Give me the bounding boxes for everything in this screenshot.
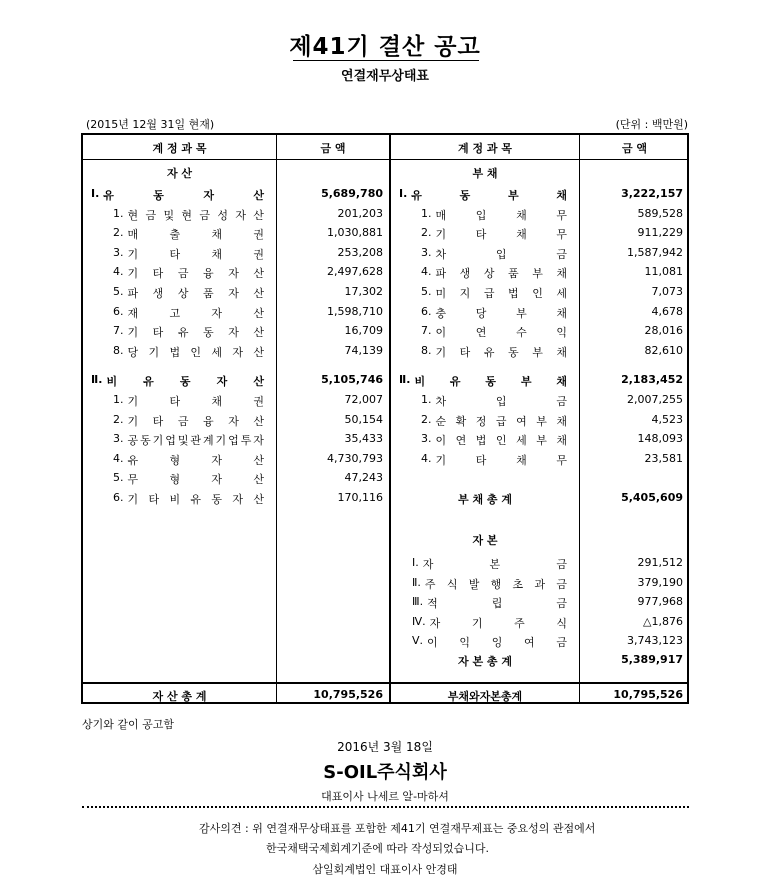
row-label: Ⅱ. 비 유 동 부 채: [399, 373, 567, 389]
row-label: 5. 파 생 상 품 자 산: [113, 285, 264, 300]
unit-note: (단위 : 백만원): [615, 118, 688, 131]
row-value: 16,709: [344, 324, 383, 338]
liabilities-equity-total-label: 부채와자본총계: [447, 690, 523, 703]
row-value: 1,030,881: [327, 226, 383, 240]
row-label: 6. 재 고 자 산: [113, 304, 264, 320]
row-value: 3,743,123: [627, 634, 683, 648]
row-label: 4. 파 생 상 품 부 채: [421, 265, 567, 281]
row-value: 7,073: [651, 285, 683, 298]
row-value: 4,523: [651, 412, 683, 426]
row-label: 8. 기 타 유 동 부 채: [421, 343, 567, 359]
row-value: 50,154: [344, 412, 383, 426]
row-value: △1,876: [643, 614, 683, 628]
row-value: 2,183,452: [621, 373, 683, 387]
row-value: 23,581: [644, 451, 683, 465]
row-label: Ⅰ. 유 동 자 산: [91, 187, 264, 202]
left-header-account: 계 정 과 목: [152, 142, 207, 155]
row-value: 72,007: [344, 393, 383, 406]
row-label: 4. 기 타 금 융 자 산: [113, 265, 264, 281]
row-label: 7. 기 타 유 동 자 산: [113, 324, 264, 340]
assets-total-label: 자 산 총 계: [152, 690, 207, 703]
row-label: 5. 무 형 자 산: [113, 471, 264, 487]
row-value: 35,433: [344, 432, 383, 446]
row-value: 170,116: [337, 491, 383, 504]
row-label: 3. 공 동 기 업 및 관 계 기 업 투 자: [113, 432, 264, 448]
row-value: 5,689,780: [321, 187, 383, 200]
row-value: 2,497,628: [327, 265, 383, 279]
ceo-name: 대표이사 나세르 알-마하셔: [321, 790, 449, 803]
row-label: 3. 기 타 채 권: [113, 245, 264, 261]
total-divider: [83, 682, 687, 684]
liabilities-equity-total-value: 10,795,526: [613, 688, 683, 701]
row-label: Ⅱ. 주 식 발 행 초 과 금: [412, 575, 567, 591]
row-label: 1. 기 타 채 권: [113, 393, 264, 408]
announcement-date: 2016년 3월 18일: [337, 740, 433, 754]
left-header-amount: 금 액: [320, 142, 346, 155]
row-value: 253,208: [337, 245, 383, 259]
page-title: 제41기 결산 공고: [289, 34, 481, 60]
assets-total-value: 10,795,526: [313, 688, 383, 701]
row-value: 201,203: [337, 206, 383, 220]
row-label: Ⅰ. 자 본 금: [412, 556, 567, 571]
row-value: 977,968: [637, 595, 683, 609]
row-label: Ⅰ. 유 동 부 채: [399, 187, 567, 202]
audit-opinion-line2: 한국채택국제회계기준에 따라 작성되었습니다.: [266, 842, 490, 855]
row-value: 2,007,255: [627, 393, 683, 406]
row-label: 2. 매 출 채 권: [113, 226, 264, 242]
header-divider: [83, 159, 687, 160]
page-subtitle: 연결재무상태표: [341, 69, 429, 84]
equity-total-label: 자 본 총 계: [458, 655, 512, 668]
row-value: 74,139: [344, 343, 383, 357]
row-value: 47,243: [344, 471, 383, 485]
liabilities-section-heading: 부 채: [472, 167, 498, 180]
row-label: 4. 유 형 자 산: [113, 451, 264, 467]
row-value: 82,610: [644, 343, 683, 357]
row-value: 17,302: [344, 285, 383, 298]
row-label: Ⅴ. 이 익 잉 여 금: [412, 634, 567, 650]
row-value: 5,105,746: [321, 373, 383, 387]
title-underline: [293, 60, 479, 61]
right-header-amount: 금 액: [621, 142, 648, 155]
company-name: S-OIL주식회사: [323, 762, 447, 783]
row-value: 1,587,942: [627, 245, 683, 259]
column-divider-center: [389, 135, 391, 702]
liabilities-total-value: 5,405,609: [621, 491, 683, 504]
assets-section-heading: 자 산: [166, 167, 193, 180]
row-label: Ⅲ. 적 립 금: [412, 595, 567, 611]
date-note: (2015년 12월 31일 현재): [86, 118, 215, 131]
row-label: 1. 매 입 채 무: [421, 206, 567, 222]
row-value: 589,528: [637, 206, 683, 220]
row-label: 1. 차 입 금: [421, 393, 567, 408]
row-label: 1. 현 금 및 현 금 성 자 산: [113, 206, 264, 222]
row-label: 2. 기 타 채 무: [421, 226, 567, 242]
row-label: 6. 기 타 비 유 동 자 산: [113, 491, 264, 506]
row-label: 5. 미 지 급 법 인 세: [421, 285, 567, 300]
row-value: 1,598,710: [327, 304, 383, 318]
row-label: 2. 순 확 정 급 여 부 채: [421, 412, 567, 428]
right-header-account: 계 정 과 목: [458, 142, 512, 155]
audit-opinion-line1: 감사의견 : 위 연결재무상태표를 포함한 제41기 연결재무제표는 중요성의 관점에서: [199, 822, 596, 835]
row-label: 6. 충 당 부 채: [421, 304, 567, 320]
auditor-name: 삼일회계법인 대표이사 안경태: [312, 863, 458, 876]
row-value: 911,229: [637, 226, 683, 240]
row-label: 3. 차 입 금: [421, 245, 567, 261]
row-label: Ⅱ. 비 유 동 자 산: [91, 373, 264, 389]
row-value: 11,081: [644, 265, 683, 279]
row-value: 379,190: [637, 575, 683, 589]
equity-total-value: 5,389,917: [621, 653, 683, 666]
row-label: 4. 기 타 채 무: [421, 451, 567, 467]
dotted-divider: [82, 806, 689, 808]
balance-sheet-table: [81, 133, 689, 704]
row-value: 3,222,157: [621, 187, 683, 200]
row-label: Ⅳ. 자 기 주 식: [412, 614, 567, 630]
row-label: 8. 당 기 법 인 세 자 산: [113, 343, 264, 359]
row-value: 4,678: [651, 304, 683, 318]
equity-section-heading: 자 본: [472, 534, 498, 547]
announcement-statement: 상기와 같이 공고함: [82, 718, 175, 731]
row-value: 148,093: [637, 432, 683, 446]
row-label: 7. 이 연 수 익: [421, 324, 567, 340]
row-value: 28,016: [644, 324, 683, 338]
row-value: 291,512: [637, 556, 683, 569]
row-label: 2. 기 타 금 융 자 산: [113, 412, 264, 428]
row-value: 4,730,793: [327, 451, 383, 465]
row-label: 3. 이 연 법 인 세 부 채: [421, 432, 567, 448]
liabilities-total-label: 부 채 총 계: [458, 493, 512, 506]
